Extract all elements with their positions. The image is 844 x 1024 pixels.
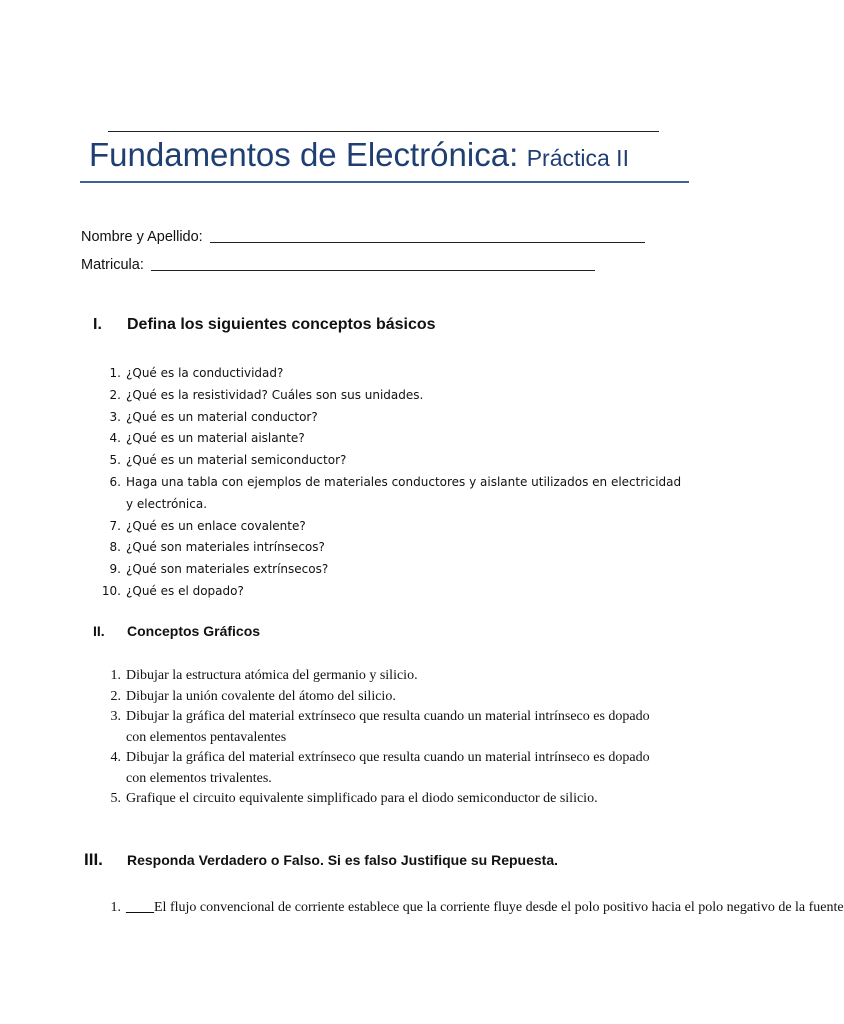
section-3-number: III. <box>84 850 103 869</box>
list-item: 1. Dibujar la estructura atómica del germanio y silicio. <box>110 668 418 683</box>
section-3-title: Responda Verdadero o Falso. Si es falso Justifique su Repuesta. <box>127 852 559 868</box>
list-item: 10. ¿Qué es el dopado? <box>101 583 244 598</box>
list-item: 2. ¿Qué es la resistividad? Cuáles son sus unidades. <box>109 387 424 402</box>
list-item: 5. ¿Qué es un material semiconductor? <box>109 453 347 468</box>
name-field-blank[interactable] <box>210 242 645 243</box>
name-field <box>81 229 645 245</box>
answer-blank[interactable]: ____ <box>126 900 154 915</box>
matricula-field-blank[interactable] <box>151 270 595 271</box>
title-underline <box>80 181 689 183</box>
list-item: 6. Haga una tabla con ejemplos de materiales conductores y aislante utilizados en electricidad y electrónica. <box>109 474 682 511</box>
list-item: 9. ¿Qué son materiales extrínsecos? <box>109 562 329 577</box>
name-field-label: Nombre y Apellido: <box>81 229 203 245</box>
section-3-list <box>110 898 844 919</box>
section-1-list <box>101 363 691 603</box>
section-2-title: Conceptos Gráficos <box>127 623 261 639</box>
list-item: 1. ¿Qué es la conductividad? <box>109 366 284 380</box>
page-title <box>89 136 629 174</box>
matricula-field-label: Matricula: <box>81 257 144 273</box>
list-item: 1. ____El flujo convencional de corriente establece que la corriente fluye desde el polo positivo hacia el polo negativo de la fuente <box>110 900 844 915</box>
list-item: 8. ¿Qué son materiales intrínsecos? <box>109 540 325 555</box>
matricula-field <box>81 257 595 273</box>
list-item: 5. Grafique el circuito equivalente simplificado para el diodo semiconductor de silicio. <box>110 791 598 806</box>
list-item: 3. Dibujar la gráfica del material extrínseco que resulta cuando un material intrínseco es dopado con elementos pentavalentes <box>110 709 650 745</box>
section-2-number: II. <box>93 623 105 639</box>
section-1-title: Defina los siguientes conceptos básicos <box>127 316 436 333</box>
list-item: 7. ¿Qué es un enlace covalente? <box>109 518 306 533</box>
section-1-number: I. <box>93 316 102 333</box>
list-item: 4. Dibujar la gráfica del material extrínseco que resulta cuando un material intrínseco es dopado con elementos trivalentes. <box>110 750 650 786</box>
list-item: 2. Dibujar la unión covalente del átomo del silicio. <box>110 688 396 704</box>
title-main: Fundamentos de Electrónica: <box>89 136 519 173</box>
list-item: 4. ¿Qué es un material aislante? <box>109 431 305 446</box>
title-subtitle: Práctica II <box>526 145 629 171</box>
section-2-list <box>110 666 656 810</box>
top-rule <box>108 131 659 132</box>
list-item: 3. ¿Qué es un material conductor? <box>109 409 318 424</box>
